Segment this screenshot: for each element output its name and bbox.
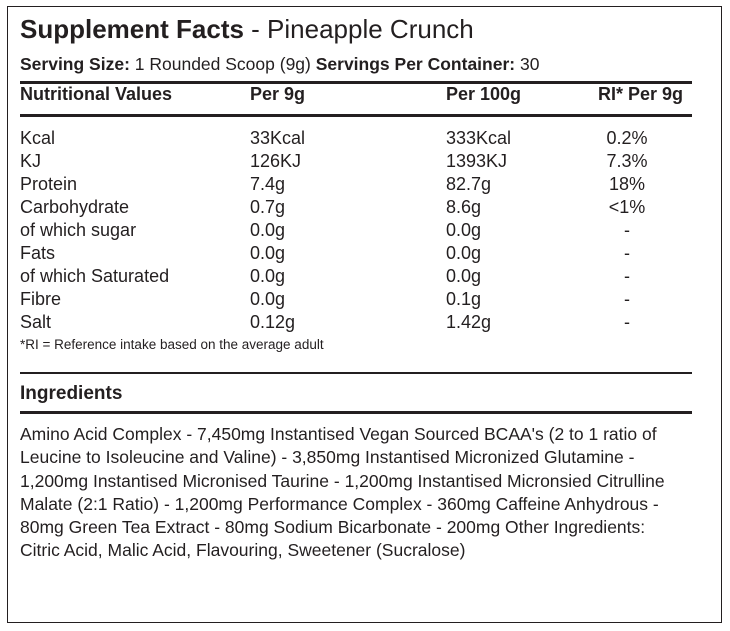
column-header-ri-per-9g: RI* Per 9g <box>598 84 684 104</box>
title-product: - Pineapple Crunch <box>243 14 474 44</box>
table-row <box>0 312 730 335</box>
cell-nutrient: Kcal <box>20 128 56 148</box>
column-header-per-9g: Per 9g <box>250 84 306 104</box>
cell-per-9g: 0.0g <box>250 266 286 286</box>
table-row <box>0 289 730 312</box>
cell-ri: <1% <box>608 197 646 217</box>
cell-per-9g: 0.12g <box>250 312 296 332</box>
table-row <box>0 128 730 151</box>
serving-size-value: 1 Rounded Scoop (9g) <box>129 54 316 74</box>
cell-per-100g: 1.42g <box>446 312 492 332</box>
cell-per-100g: 1393KJ <box>446 151 508 171</box>
cell-per-9g: 0.0g <box>250 289 286 309</box>
cell-ri: - <box>624 312 630 332</box>
column-header-per-100g: Per 100g <box>446 84 522 104</box>
cell-nutrient: of which sugar <box>20 220 137 240</box>
cell-per-100g: 8.6g <box>446 197 482 217</box>
cell-nutrient: Protein <box>20 174 78 194</box>
divider-ingredients <box>20 411 692 414</box>
table-row <box>0 174 730 197</box>
table-row <box>0 266 730 289</box>
cell-per-9g: 0.0g <box>250 243 286 263</box>
table-row <box>0 243 730 266</box>
cell-ri: 18% <box>608 174 646 194</box>
cell-nutrient: Fats <box>20 243 56 263</box>
cell-per-100g: 0.0g <box>446 243 482 263</box>
cell-nutrient: Fibre <box>20 289 62 309</box>
cell-ri: - <box>624 243 630 263</box>
divider-ingredients-top <box>20 372 692 374</box>
cell-per-9g: 0.7g <box>250 197 286 217</box>
cell-ri: 7.3% <box>606 151 648 171</box>
table-row <box>0 220 730 243</box>
table-row <box>0 151 730 174</box>
cell-nutrient: Carbohydrate <box>20 197 130 217</box>
cell-per-100g: 0.0g <box>446 220 482 240</box>
cell-ri: - <box>624 266 630 286</box>
title-bold: Supplement Facts <box>20 14 244 44</box>
serving-info <box>20 54 539 75</box>
cell-nutrient: of which Saturated <box>20 266 170 286</box>
cell-per-100g: 82.7g <box>446 174 492 194</box>
serving-size-label: Serving Size: <box>20 54 130 74</box>
cell-per-9g: 33Kcal <box>250 128 306 148</box>
ri-footnote: *RI = Reference intake based on the average adult <box>20 337 324 352</box>
cell-nutrient: Salt <box>20 312 52 332</box>
ingredients-text: Amino Acid Complex - 7,450mg Instantised Vegan Sourced BCAA's (2 to 1 ratio of Leucine to Isoleucine and Valine) - 3,850mg Instantised Micronized Glutamine - 1,200mg Instantised Micronised Taurine - 1,200mg Instantised Micronsied Citrulline Malate (2:1 Ratio) - 1,200mg Performance Complex - 360mg Caffeine Anhydrous - 80mg Green Tea Extract - 80mg Sodium Bicarbonate - 200mg Other Ingredients: Citric Acid, Malic Acid, Flavouring, Sweetener (Sucralose) <box>20 424 665 561</box>
cell-per-9g: 0.0g <box>250 220 286 240</box>
cell-ri: - <box>624 220 630 240</box>
cell-ri: - <box>624 289 630 309</box>
cell-per-100g: 0.0g <box>446 266 482 286</box>
page-title <box>20 14 474 45</box>
servings-per-container-label: Servings Per Container: <box>315 54 516 74</box>
cell-ri: 0.2% <box>606 128 648 148</box>
servings-per-container-value: 30 <box>515 54 540 74</box>
table-row <box>0 197 730 220</box>
cell-per-9g: 7.4g <box>250 174 286 194</box>
cell-per-100g: 333Kcal <box>446 128 512 148</box>
divider-header <box>20 114 692 117</box>
cell-per-100g: 0.1g <box>446 289 482 309</box>
ingredients-heading: Ingredients <box>20 383 123 404</box>
cell-nutrient: KJ <box>20 151 42 171</box>
column-header-nutritional-values: Nutritional Values <box>20 84 173 104</box>
cell-per-9g: 126KJ <box>250 151 302 171</box>
